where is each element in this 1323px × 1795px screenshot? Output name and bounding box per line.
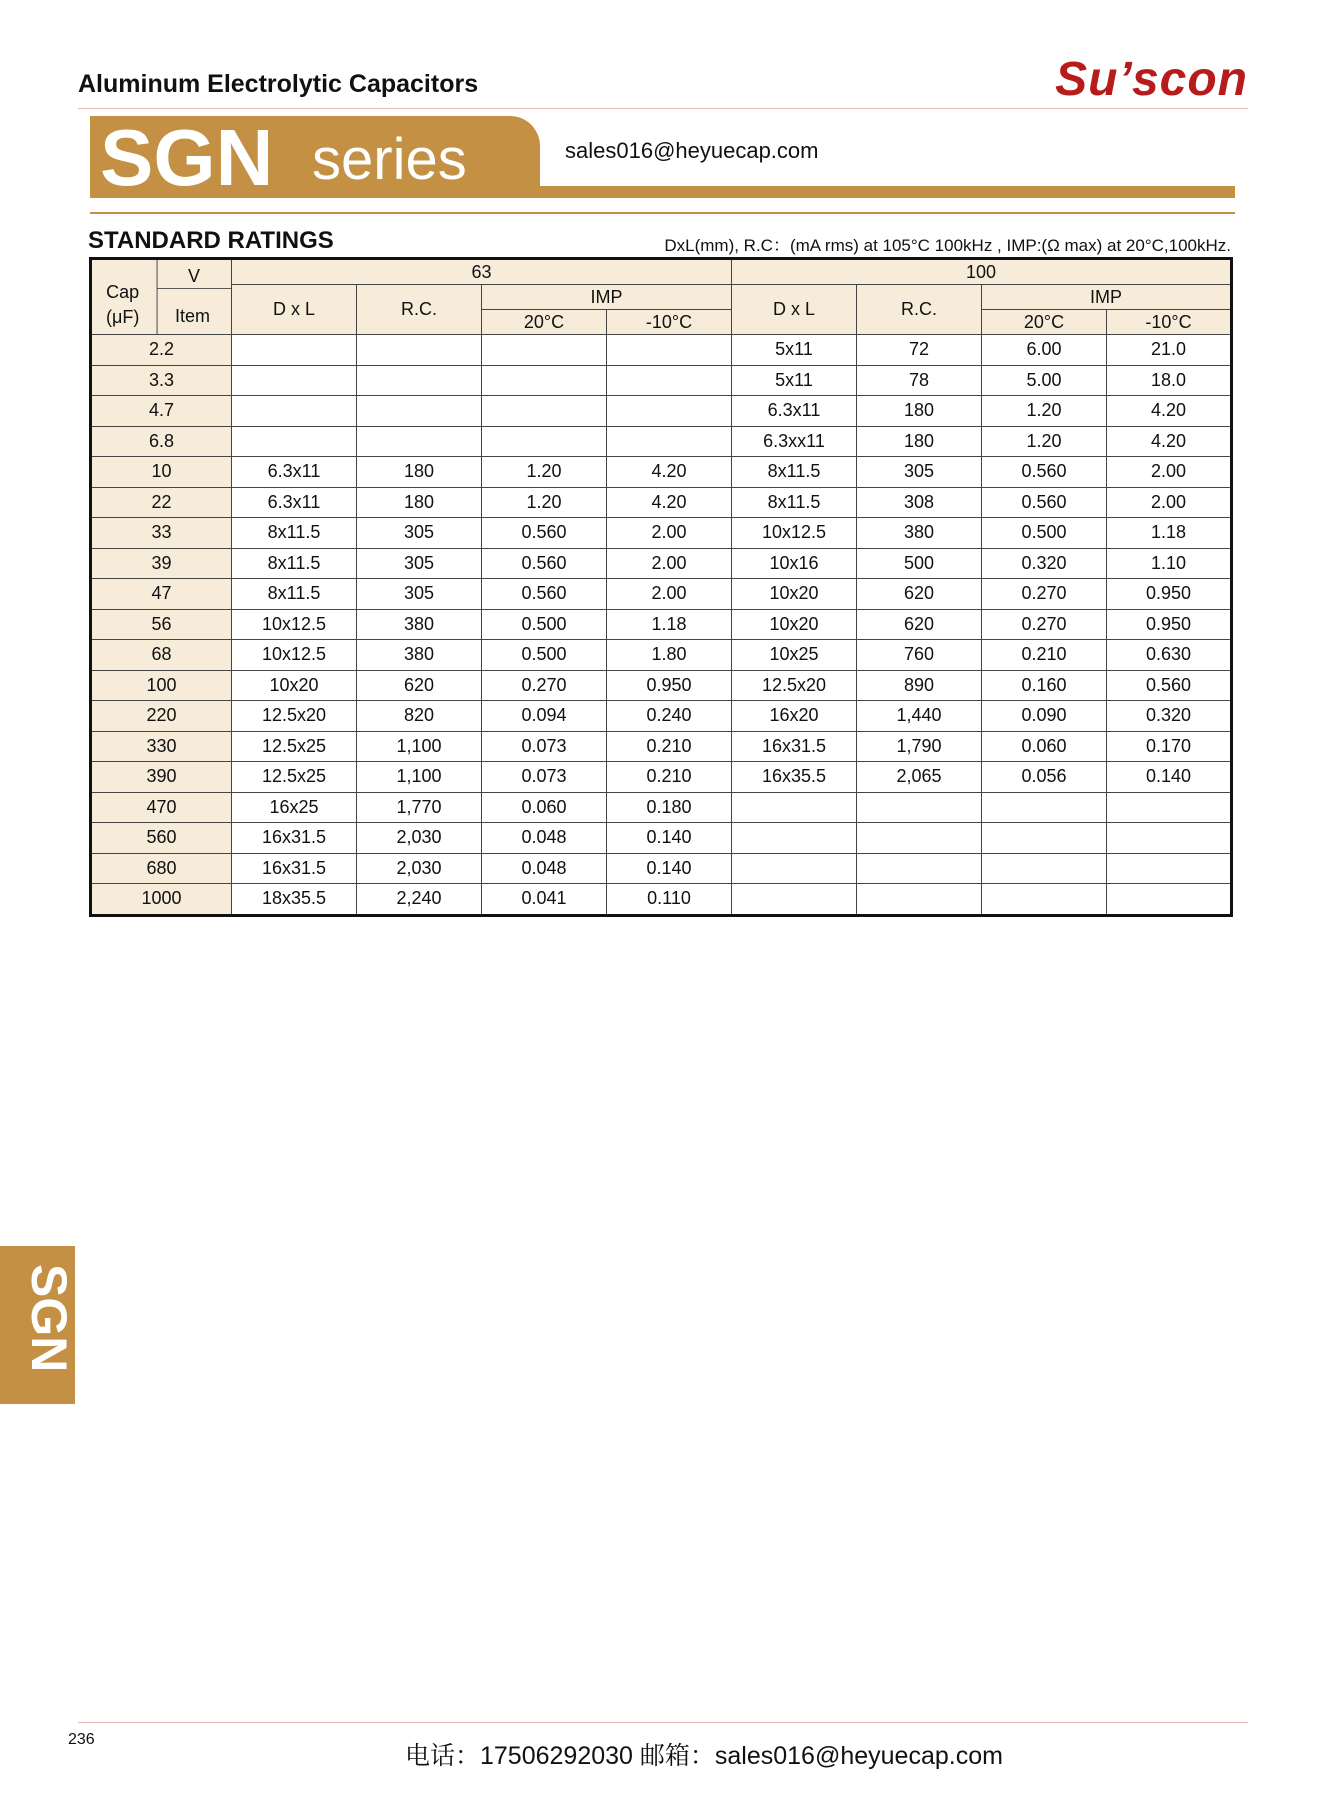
table-row [91,670,1232,701]
table-cell [357,426,482,457]
table-cell: 0.094 [482,701,607,732]
table-cell: 78 [857,365,982,396]
table-cell: 10x20 [732,609,857,640]
table-cell: 0.170 [1107,731,1232,762]
table-cell: 0.180 [607,792,732,823]
table-cell: 10x16 [732,548,857,579]
table-cell: 180 [857,396,982,427]
cap-cell: 560 [91,823,232,854]
brand-logo: Su’scon [1055,53,1248,106]
table-cell: 0.320 [982,548,1107,579]
table-cell: 180 [857,426,982,457]
series-name: SGN [100,113,274,202]
page-number: 236 [68,1731,95,1748]
table-cell: 8x11.5 [232,579,357,610]
table-row [91,365,1232,396]
table-row [91,457,1232,488]
table-cell: 305 [357,518,482,549]
table-cell: 0.500 [482,640,607,671]
cap-cell: 390 [91,762,232,793]
table-cell: 10x25 [732,640,857,671]
table-cell: 0.048 [482,823,607,854]
table-cell: 820 [357,701,482,732]
table-cell: 2.00 [1107,457,1232,488]
table-cell [982,792,1107,823]
corner-item-label: Item [175,306,211,326]
cap-cell: 680 [91,853,232,884]
table-cell: 620 [357,670,482,701]
table-cell: 72 [857,335,982,366]
table-cell: 16x31.5 [232,823,357,854]
cap-cell: 1000 [91,884,232,916]
table-cell: 16x25 [232,792,357,823]
col-header-rc: R.C. [857,285,982,335]
voltage-group-63: 63 [232,259,732,285]
table-cell: 0.560 [982,487,1107,518]
table-cell: 2,065 [857,762,982,793]
table-cell: 2,030 [357,823,482,854]
table-cell: 0.210 [982,640,1107,671]
table-cell [857,792,982,823]
table-cell: 1.80 [607,640,732,671]
table-row [91,731,1232,762]
table-cell: 1.18 [1107,518,1232,549]
cap-label-line2: (μF) [106,307,140,327]
table-cell: 10x12.5 [732,518,857,549]
col-header-dxl: D x L [732,285,857,335]
table-cell: 2,030 [357,853,482,884]
cap-cell: 220 [91,701,232,732]
table-cell: 2.00 [607,579,732,610]
table-cell: 1,770 [357,792,482,823]
cap-cell: 47 [91,579,232,610]
table-cell: 4.20 [607,487,732,518]
table-cell: 0.056 [982,762,1107,793]
table-cell: 4.20 [1107,396,1232,427]
table-cell: 0.560 [482,579,607,610]
table-cell: 0.160 [982,670,1107,701]
table-cell [1107,884,1232,916]
cap-cell: 3.3 [91,365,232,396]
table-cell: 0.240 [607,701,732,732]
cap-cell: 2.2 [91,335,232,366]
table-cell [232,426,357,457]
table-cell: 1.20 [482,487,607,518]
cap-cell: 39 [91,548,232,579]
bottom-rule [78,1722,1248,1723]
table-cell [482,335,607,366]
table-cell: 0.140 [1107,762,1232,793]
col-header-20c: 20°C [982,310,1107,335]
table-cell: 2,240 [357,884,482,916]
table-cell [607,365,732,396]
table-cell [607,396,732,427]
cap-cell: 56 [91,609,232,640]
table-cell: 6.3xx11 [732,426,857,457]
table-cell: 0.950 [1107,579,1232,610]
table-cell: 2.00 [607,518,732,549]
table-cell: 16x20 [732,701,857,732]
table-cell: 620 [857,579,982,610]
table-row [91,640,1232,671]
table-cell: 8x11.5 [732,487,857,518]
table-cell: 0.060 [482,792,607,823]
table-cell: 2.00 [607,548,732,579]
table-cell: 0.073 [482,731,607,762]
table-row [91,762,1232,793]
corner-voltage-label: V [188,266,201,286]
table-cell: 10x12.5 [232,640,357,671]
table-cell: 1.20 [982,426,1107,457]
cap-cell: 4.7 [91,396,232,427]
series-word: series [312,127,467,192]
cap-cell: 22 [91,487,232,518]
table-cell [482,365,607,396]
table-cell: 16x31.5 [732,731,857,762]
table-cell: 0.950 [1107,609,1232,640]
table-cell: 1,100 [357,762,482,793]
table-cell: 5x11 [732,335,857,366]
col-header-20c: 20°C [482,310,607,335]
table-cell: 620 [857,609,982,640]
table-cell: 21.0 [1107,335,1232,366]
table-cell: 0.110 [607,884,732,916]
table-cell: 10x20 [732,579,857,610]
table-row [91,792,1232,823]
table-cell: 18x35.5 [232,884,357,916]
table-cell: 18.0 [1107,365,1232,396]
table-cell: 16x35.5 [732,762,857,793]
table-cell: 16x31.5 [232,853,357,884]
table-row [91,701,1232,732]
table-cell: 0.210 [607,762,732,793]
table-cell: 10x20 [232,670,357,701]
table-cell [607,426,732,457]
table-cell: 0.500 [982,518,1107,549]
table-cell [482,426,607,457]
table-cell: 8x11.5 [732,457,857,488]
section-title: STANDARD RATINGS [88,227,334,254]
table-cell: 12.5x20 [232,701,357,732]
table-row [91,853,1232,884]
table-cell [357,335,482,366]
table-cell [857,823,982,854]
table-cell: 890 [857,670,982,701]
table-cell: 0.270 [982,609,1107,640]
side-tab-label: SGN [21,1264,77,1373]
table-cell: 6.3x11 [232,487,357,518]
table-cell [357,396,482,427]
table-cell: 12.5x25 [232,731,357,762]
col-header-minus10c: -10°C [607,310,732,335]
col-header-minus10c: -10°C [1107,310,1232,335]
table-cell: 1.20 [982,396,1107,427]
table-cell: 380 [357,640,482,671]
table-row [91,487,1232,518]
table-cell: 180 [357,487,482,518]
cap-label-line1: Cap [106,282,140,302]
table-cell [982,823,1107,854]
col-header-rc: R.C. [357,285,482,335]
table-cell [732,792,857,823]
table-row [91,396,1232,427]
corner-cap-label [106,280,139,330]
table-cell: 305 [357,548,482,579]
table-row [91,579,1232,610]
table-cell [1107,823,1232,854]
table-cell: 5.00 [982,365,1107,396]
table-cell: 380 [357,609,482,640]
doc-type-title: Aluminum Electrolytic Capacitors [78,70,479,98]
table-row [91,518,1232,549]
table-row [91,426,1232,457]
table-cell: 0.270 [482,670,607,701]
table-cell [982,884,1107,916]
table-cell [732,884,857,916]
cap-cell: 100 [91,670,232,701]
cap-cell: 330 [91,731,232,762]
table-cell: 0.500 [482,609,607,640]
table-cell: 0.210 [607,731,732,762]
table-cell [232,335,357,366]
table-cell: 12.5x25 [232,762,357,793]
table-row [91,548,1232,579]
table-cell: 1,790 [857,731,982,762]
table-cell [232,396,357,427]
table-corner-header [91,259,232,335]
table-cell: 308 [857,487,982,518]
cap-cell: 33 [91,518,232,549]
table-cell: 0.560 [482,548,607,579]
table-row [91,335,1232,366]
table-cell: 5x11 [732,365,857,396]
table-cell: 0.560 [1107,670,1232,701]
table-cell: 12.5x20 [732,670,857,701]
table-cell: 500 [857,548,982,579]
table-cell: 6.00 [982,335,1107,366]
table-cell [732,823,857,854]
cap-cell: 6.8 [91,426,232,457]
table-cell [357,365,482,396]
table-cell: 1,440 [857,701,982,732]
table-row [91,609,1232,640]
cap-cell: 470 [91,792,232,823]
table-cell: 760 [857,640,982,671]
table-cell [732,853,857,884]
voltage-group-100: 100 [732,259,1232,285]
table-cell: 0.560 [982,457,1107,488]
banner-underline [90,212,1235,214]
table-cell [982,853,1107,884]
table-cell: 0.060 [982,731,1107,762]
table-cell [607,335,732,366]
table-cell: 6.3x11 [732,396,857,427]
col-header-imp: IMP [482,285,732,310]
table-cell: 1.10 [1107,548,1232,579]
table-cell: 0.041 [482,884,607,916]
col-header-imp: IMP [982,285,1232,310]
table-cell [857,853,982,884]
table-cell: 0.320 [1107,701,1232,732]
table-cell: 4.20 [607,457,732,488]
header-email: sales016@heyuecap.com [565,138,819,163]
table-cell [857,884,982,916]
cap-cell: 68 [91,640,232,671]
ratings-body [91,335,1232,916]
table-cell: 180 [357,457,482,488]
table-cell: 0.073 [482,762,607,793]
table-cell: 0.048 [482,853,607,884]
measurement-conditions: DxL(mm), R.C：(mA rms) at 105°C 100kHz , IMP:(Ω max) at 20°C,100kHz. [664,236,1231,255]
table-cell: 6.3x11 [232,457,357,488]
table-cell: 1,100 [357,731,482,762]
table-cell [482,396,607,427]
table-cell [1107,792,1232,823]
table-cell: 380 [857,518,982,549]
table-cell: 305 [857,457,982,488]
table-cell: 2.00 [1107,487,1232,518]
table-cell: 0.270 [982,579,1107,610]
table-cell: 4.20 [1107,426,1232,457]
footer-contact: 电话：17506292030 邮箱：sales016@heyuecap.com [405,1742,1003,1770]
cap-cell: 10 [91,457,232,488]
table-cell: 8x11.5 [232,518,357,549]
table-cell: 305 [357,579,482,610]
top-rule [78,108,1248,109]
table-cell: 10x12.5 [232,609,357,640]
table-cell: 1.18 [607,609,732,640]
table-row [91,884,1232,916]
standard-ratings-table [89,257,1233,917]
table-cell [232,365,357,396]
col-header-dxl: D x L [232,285,357,335]
table-cell [1107,853,1232,884]
table-cell: 8x11.5 [232,548,357,579]
table-cell: 0.950 [607,670,732,701]
table-cell: 0.140 [607,823,732,854]
table-cell: 0.140 [607,853,732,884]
table-cell: 1.20 [482,457,607,488]
table-cell: 0.560 [482,518,607,549]
table-cell: 0.630 [1107,640,1232,671]
table-row [91,823,1232,854]
table-cell: 0.090 [982,701,1107,732]
